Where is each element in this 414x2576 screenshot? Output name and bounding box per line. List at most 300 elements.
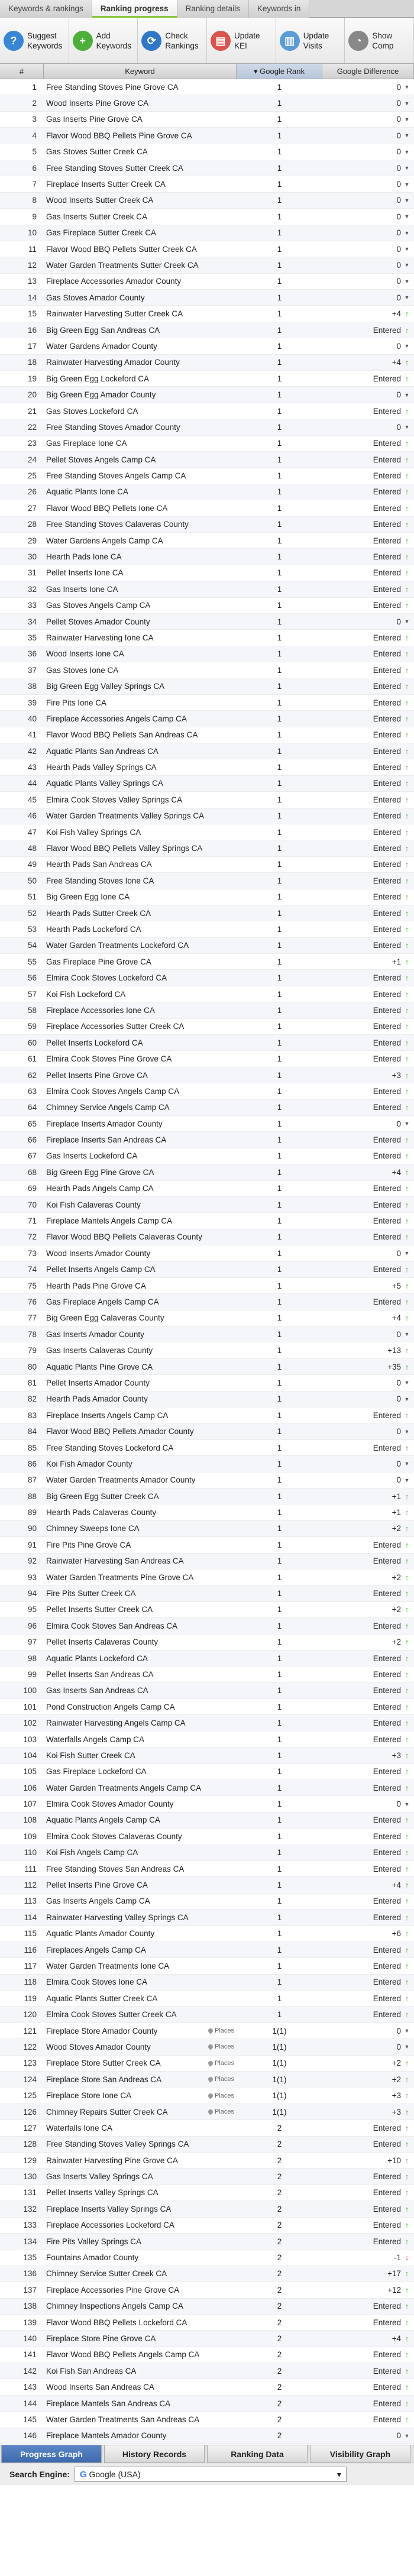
keyword-cell (44, 1346, 237, 1355)
table-row[interactable] (0, 792, 414, 808)
keyword-cell (44, 261, 237, 270)
arrow-up-icon: ↑ (405, 2010, 409, 2020)
table-row[interactable] (0, 1521, 414, 1537)
keyword-cell (44, 1216, 237, 1225)
table-row[interactable] (0, 1440, 414, 1456)
table-row[interactable] (0, 662, 414, 678)
google-difference-cell (322, 261, 414, 270)
keyword-text: Wood Inserts Ione CA (46, 649, 124, 659)
bottom-tab-progress-graph[interactable]: Progress Graph (1, 2445, 102, 2463)
table-row[interactable] (0, 1683, 414, 1699)
tab-ranking-progress[interactable]: Ranking progress (92, 0, 177, 18)
table-row[interactable] (0, 257, 414, 273)
column-header-google-difference[interactable]: Google Difference (322, 64, 414, 79)
difference-value: 0 (396, 293, 401, 302)
table-row[interactable] (0, 1585, 414, 1601)
google-difference-cell (322, 1363, 414, 1371)
table-row[interactable] (0, 776, 414, 792)
table-row[interactable] (0, 1456, 414, 1472)
table-row[interactable] (0, 2137, 414, 2153)
tab-ranking-details[interactable]: Ranking details (177, 0, 249, 18)
table-row[interactable] (0, 824, 414, 840)
row-number: 84 (27, 1427, 37, 1436)
google-rank-cell: 1 (277, 1232, 282, 1242)
keyword-cell (44, 196, 237, 205)
keyword-cell (44, 1541, 237, 1549)
table-row[interactable] (0, 1342, 414, 1358)
keyword-text: Pellet Stoves Amador County (46, 617, 150, 626)
google-rank-cell: 1 (277, 1427, 282, 1436)
arrow-up-icon: ↑ (405, 503, 409, 513)
table-row[interactable] (0, 1877, 414, 1893)
google-rank-cell: 1 (277, 487, 282, 497)
table-row[interactable] (0, 322, 414, 338)
google-difference-cell (322, 2172, 414, 2181)
row-number: 75 (27, 1281, 37, 1290)
keyword-text: Gas Fireplace Sutter Creek CA (46, 228, 157, 238)
table-row[interactable] (0, 1407, 414, 1423)
table-row[interactable] (0, 484, 414, 500)
row-number: 82 (27, 1394, 37, 1404)
check-rankings-button[interactable] (138, 18, 207, 63)
arrow-up-icon: ↑ (405, 763, 409, 772)
google-rank-cell: 1 (277, 1978, 282, 1987)
keyword-cell (44, 1605, 237, 1614)
table-row[interactable] (0, 1504, 414, 1520)
table-row[interactable] (0, 905, 414, 921)
google-rank-cell: 2 (277, 2302, 282, 2311)
table-row[interactable] (0, 1910, 414, 1925)
difference-value: Entered (373, 1005, 401, 1015)
bottom-tab-ranking-data[interactable]: Ranking Data (207, 2445, 308, 2463)
table-row[interactable] (0, 95, 414, 111)
no-change-icon: ▼ (404, 619, 410, 625)
google-difference-cell (322, 1556, 414, 1565)
difference-value: 0 (396, 1394, 401, 1404)
table-row[interactable] (0, 355, 414, 371)
table-row[interactable] (0, 371, 414, 387)
table-row[interactable] (0, 387, 414, 403)
tab-keywords-rankings[interactable]: Keywords & rankings (0, 0, 92, 18)
table-row[interactable] (0, 1942, 414, 1958)
table-row[interactable] (0, 500, 414, 516)
google-rank-cell: 1 (277, 1508, 282, 1517)
table-row[interactable] (0, 128, 414, 144)
row-number: 12 (27, 260, 37, 270)
google-rank-cell: 1 (277, 1248, 282, 1258)
table-row[interactable] (0, 241, 414, 257)
table-row[interactable] (0, 921, 414, 937)
arrow-up-icon: ↑ (405, 2123, 409, 2132)
table-row[interactable] (0, 2363, 414, 2379)
table-row[interactable] (0, 2347, 414, 2363)
arrow-up-icon: ↑ (405, 1962, 409, 1970)
search-engine-select[interactable] (75, 2467, 347, 2482)
table-row[interactable] (0, 436, 414, 452)
google-difference-cell (322, 925, 414, 934)
row-number: 37 (27, 665, 37, 675)
difference-value: 0 (396, 131, 401, 140)
no-change-icon: ▼ (404, 343, 410, 349)
table-row[interactable] (0, 2039, 414, 2055)
table-row[interactable] (0, 986, 414, 1002)
row-number: 80 (27, 1362, 37, 1371)
table-row[interactable] (0, 2185, 414, 2201)
keyword-text: Flavor Wood BBQ Pellets Valley Springs CA (46, 844, 203, 853)
table-row[interactable] (0, 2056, 414, 2072)
google-difference-cell (322, 293, 414, 302)
table-row[interactable] (0, 2379, 414, 2395)
table-row[interactable] (0, 1958, 414, 1974)
table-row[interactable] (0, 743, 414, 759)
table-row[interactable] (0, 144, 414, 160)
difference-value: 0 (396, 2431, 401, 2441)
google-rank-cell: 2 (277, 2383, 282, 2392)
row-number: 19 (27, 374, 37, 383)
keyword-text: Free Standing Stoves Angels Camp CA (46, 471, 186, 481)
table-row[interactable] (0, 1164, 414, 1180)
table-row[interactable] (0, 1423, 414, 1439)
google-rank-cell: 1 (277, 698, 282, 707)
arrow-up-icon: ↑ (405, 2366, 409, 2376)
keyword-text: Fireplace Mantels Angels Camp CA (46, 1216, 173, 1226)
google-difference-cell (322, 1994, 414, 2003)
table-row[interactable] (0, 1019, 414, 1035)
google-rank-cell: 1 (277, 1881, 282, 1890)
arrow-down-icon: ↓ (405, 2253, 409, 2263)
difference-value: Entered (373, 860, 401, 869)
difference-value: Entered (373, 1135, 401, 1145)
table-row[interactable] (0, 1926, 414, 1942)
no-change-icon: ▼ (404, 1396, 410, 1402)
arrow-up-icon: ↑ (405, 2221, 409, 2230)
table-row[interactable] (0, 2088, 414, 2103)
suggest-keywords-button[interactable] (0, 18, 69, 63)
table-row[interactable] (0, 2234, 414, 2250)
google-rank-cell: 1 (277, 1070, 282, 1080)
table-row[interactable] (0, 533, 414, 549)
table-row[interactable] (0, 2396, 414, 2412)
table-row[interactable] (0, 549, 414, 565)
table-row[interactable] (0, 1829, 414, 1844)
table-row[interactable] (0, 1116, 414, 1132)
google-difference-cell (322, 1346, 414, 1355)
table-row[interactable] (0, 79, 414, 95)
difference-value: Entered (373, 1831, 401, 1841)
google-rank-cell: 1 (277, 422, 282, 432)
arrow-up-icon: ↑ (405, 2140, 409, 2149)
keyword-text: Elmira Cook Stoves Angels Camp CA (46, 1086, 180, 1096)
bottom-tab-visibility-graph[interactable]: Visibility Graph (310, 2445, 410, 2463)
table-row[interactable] (0, 1148, 414, 1164)
table-row[interactable] (0, 2428, 414, 2444)
table-row[interactable] (0, 1083, 414, 1099)
table-row[interactable] (0, 1845, 414, 1861)
table-row[interactable] (0, 646, 414, 662)
keyword-cell (44, 552, 237, 561)
table-row[interactable] (0, 873, 414, 889)
table-row[interactable] (0, 452, 414, 468)
difference-value: Entered (373, 374, 401, 383)
keyword-cell (44, 2075, 237, 2084)
row-number: 15 (27, 309, 37, 319)
keyword-text: Free Standing Stoves Pine Grove CA (46, 82, 179, 92)
table-row[interactable] (0, 1100, 414, 1116)
table-row[interactable] (0, 954, 414, 970)
show-comp-button[interactable] (345, 18, 414, 63)
table-row[interactable] (0, 176, 414, 192)
keyword-text: Rainwater Harvesting Ione CA (46, 633, 154, 642)
difference-value: Entered (373, 584, 401, 594)
table-row[interactable] (0, 2072, 414, 2088)
table-row[interactable] (0, 614, 414, 630)
arrow-up-icon: ↑ (405, 455, 409, 464)
no-change-icon: ▼ (404, 229, 410, 236)
row-number: 28 (27, 520, 37, 529)
keyword-cell (44, 1703, 237, 1711)
keyword-cell (44, 633, 237, 642)
table-row[interactable] (0, 1294, 414, 1310)
google-difference-cell (322, 2156, 414, 2165)
table-row[interactable] (0, 695, 414, 711)
keyword-cell (44, 585, 237, 594)
table-row[interactable] (0, 2299, 414, 2315)
table-row[interactable] (0, 1245, 414, 1261)
arrow-up-icon: ↑ (405, 1297, 409, 1306)
google-difference-cell (322, 730, 414, 739)
google-rank-cell: 1 (277, 860, 282, 869)
no-change-icon: ▼ (404, 213, 410, 220)
difference-value: Entered (373, 779, 401, 788)
table-row[interactable] (0, 1554, 414, 1569)
table-row[interactable] (0, 808, 414, 824)
difference-value: Entered (373, 1945, 401, 1954)
keyword-cell (44, 2205, 237, 2213)
table-row[interactable] (0, 1051, 414, 1067)
keyword-cell (44, 1038, 237, 1047)
google-difference-cell (322, 1006, 414, 1015)
difference-value: +3 (392, 2107, 401, 2117)
table-row[interactable] (0, 274, 414, 290)
table-row[interactable] (0, 1747, 414, 1763)
table-row[interactable] (0, 1975, 414, 1991)
google-rank-cell: 1 (277, 1475, 282, 1485)
row-number: 7 (32, 180, 37, 189)
google-rank-cell: 1 (277, 1054, 282, 1064)
bottom-tab-history-records[interactable]: History Records (104, 2445, 205, 2463)
difference-value: +2 (392, 1572, 401, 1582)
table-row[interactable] (0, 1229, 414, 1245)
table-row[interactable] (0, 2412, 414, 2428)
row-number: 70 (27, 1200, 37, 1209)
difference-value: Entered (373, 1621, 401, 1630)
table-row[interactable] (0, 678, 414, 694)
table-row[interactable] (0, 1213, 414, 1229)
keyword-cell (44, 1313, 237, 1322)
google-difference-cell (322, 1686, 414, 1695)
table-row[interactable] (0, 2007, 414, 2022)
table-row[interactable] (0, 1278, 414, 1294)
row-number: 79 (27, 1346, 37, 1355)
table-row[interactable] (0, 1375, 414, 1391)
keyword-text: Free Standing Stoves Valley Springs CA (46, 2140, 189, 2149)
google-difference-cell (322, 1962, 414, 1970)
table-row[interactable] (0, 630, 414, 646)
arrow-up-icon: ↑ (405, 1135, 409, 1145)
google-difference-cell (322, 2415, 414, 2424)
table-row[interactable] (0, 112, 414, 128)
google-difference-cell (322, 1508, 414, 1517)
keyword-cell (44, 277, 237, 286)
difference-value: Entered (373, 1816, 401, 1825)
table-row[interactable] (0, 840, 414, 856)
table-row[interactable] (0, 1602, 414, 1618)
table-row[interactable] (0, 938, 414, 954)
table-row[interactable] (0, 2266, 414, 2282)
row-number: 10 (27, 228, 37, 238)
table-row[interactable] (0, 1132, 414, 1148)
update-kei-button[interactable] (207, 18, 276, 63)
table-row[interactable] (0, 1569, 414, 1585)
difference-value: Entered (373, 925, 401, 934)
keyword-cell (44, 1719, 237, 1727)
tab-keywords-in[interactable]: Keywords in (249, 0, 310, 18)
row-number: 31 (27, 568, 37, 578)
keyword-text: Hearth Pads Ione CA (46, 552, 122, 562)
row-number: 33 (27, 601, 37, 610)
keyword-text: Fireplaces Angels Camp CA (46, 1945, 146, 1954)
table-row[interactable] (0, 1359, 414, 1375)
table-row[interactable] (0, 1181, 414, 1197)
table-row[interactable] (0, 1197, 414, 1213)
table-row[interactable] (0, 160, 414, 176)
table-row[interactable] (0, 1699, 414, 1715)
table-row[interactable] (0, 727, 414, 743)
table-row[interactable] (0, 517, 414, 533)
keyword-text: Fireplace Inserts Sutter Creek CA (46, 180, 166, 189)
table-row[interactable] (0, 1035, 414, 1051)
table-row[interactable] (0, 2023, 414, 2039)
row-number: 107 (23, 1800, 37, 1809)
table-row[interactable] (0, 1894, 414, 1910)
table-row[interactable] (0, 1310, 414, 1326)
table-row[interactable] (0, 2120, 414, 2136)
table-row[interactable] (0, 857, 414, 873)
keyword-text: Fire Pits Sutter Creek CA (46, 1589, 136, 1598)
google-rank-cell: 2 (277, 2415, 282, 2424)
arrow-up-icon: ↑ (405, 779, 409, 788)
google-difference-cell (322, 1151, 414, 1160)
table-row[interactable] (0, 1796, 414, 1812)
toolbar (0, 18, 414, 64)
google-rank-cell: 1 (277, 1750, 282, 1760)
table-row[interactable] (0, 209, 414, 225)
table-row[interactable] (0, 1715, 414, 1731)
table-row[interactable] (0, 565, 414, 581)
table-row[interactable] (0, 306, 414, 322)
google-rank-cell: 2 (277, 2237, 282, 2246)
table-row[interactable] (0, 1473, 414, 1488)
table-row[interactable] (0, 1991, 414, 2007)
arrow-up-icon: ↑ (405, 1491, 409, 1501)
keyword-text: Pellet Inserts Sutter Creek CA (46, 1605, 153, 1614)
keyword-cell (44, 1022, 237, 1031)
table-row[interactable] (0, 1666, 414, 1682)
arrow-up-icon: ↑ (405, 989, 409, 999)
table-row[interactable] (0, 1326, 414, 1342)
table-row[interactable] (0, 2169, 414, 2185)
table-row[interactable] (0, 2315, 414, 2331)
table-row[interactable] (0, 338, 414, 354)
keyword-cell (44, 1071, 237, 1080)
row-number: 42 (27, 746, 37, 756)
table-row[interactable] (0, 1732, 414, 1747)
table-row[interactable] (0, 2282, 414, 2298)
google-rank-cell: 1 (277, 1491, 282, 1501)
table-row[interactable] (0, 1861, 414, 1877)
table-row[interactable] (0, 1002, 414, 1018)
update-visits-button[interactable] (276, 18, 345, 63)
table-row[interactable] (0, 581, 414, 597)
table-row[interactable] (0, 403, 414, 419)
table-row[interactable] (0, 1764, 414, 1780)
keyword-text: Flavor Wood BBQ Pellets Angels Camp CA (46, 2350, 200, 2360)
table-row[interactable] (0, 1488, 414, 1504)
table-row[interactable] (0, 419, 414, 435)
google-difference-cell (322, 520, 414, 529)
column-header-keyword[interactable]: Keyword (44, 64, 237, 79)
keyword-text: Chimney Repairs Sutter Creek CA (46, 2107, 168, 2117)
keyword-text: Water Garden Treatments Pine Grove CA (46, 1572, 194, 1582)
table-row[interactable] (0, 193, 414, 209)
table-row[interactable] (0, 1067, 414, 1083)
table-row[interactable] (0, 1651, 414, 1666)
table-row[interactable] (0, 2153, 414, 2169)
row-number: 25 (27, 471, 37, 481)
table-row[interactable] (0, 468, 414, 484)
keyword-cell (44, 1751, 237, 1760)
table-row[interactable] (0, 1391, 414, 1407)
table-row[interactable] (0, 225, 414, 241)
add-keywords-button[interactable] (69, 18, 138, 63)
table-row[interactable] (0, 2201, 414, 2217)
table-row[interactable] (0, 1780, 414, 1796)
table-row[interactable] (0, 290, 414, 306)
table-row[interactable] (0, 889, 414, 905)
table-row[interactable] (0, 2104, 414, 2120)
table-row[interactable] (0, 1537, 414, 1553)
google-difference-cell (322, 1622, 414, 1630)
difference-value: 0 (396, 2026, 401, 2035)
table-row[interactable] (0, 1618, 414, 1634)
row-number: 52 (27, 908, 37, 918)
table-row[interactable] (0, 759, 414, 775)
table-row[interactable] (0, 1262, 414, 1278)
column-header-google-rank[interactable] (237, 64, 322, 79)
table-row[interactable] (0, 2218, 414, 2234)
column-header-google-rank-label: Google Rank (260, 67, 305, 76)
table-row[interactable] (0, 970, 414, 986)
column-header-number[interactable]: # (0, 64, 44, 79)
table-row[interactable] (0, 2250, 414, 2266)
places-badge (208, 2043, 234, 2050)
table-row[interactable] (0, 711, 414, 727)
table-row[interactable] (0, 1635, 414, 1651)
table-row[interactable] (0, 2331, 414, 2347)
row-number: 23 (27, 439, 37, 448)
table-row[interactable] (0, 598, 414, 614)
table-row[interactable] (0, 1813, 414, 1829)
